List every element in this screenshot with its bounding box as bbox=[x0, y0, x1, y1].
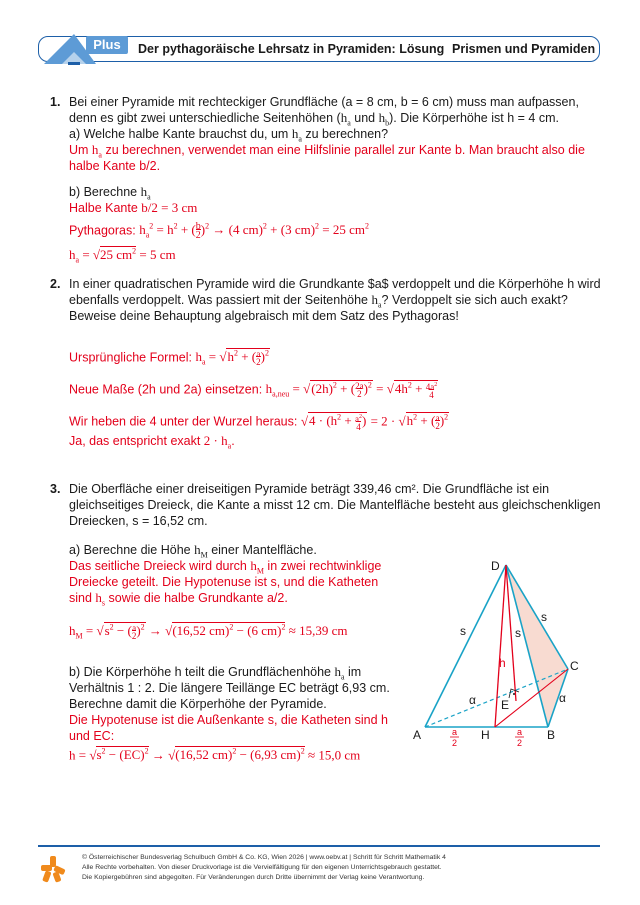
footer-line-2: Alle Rechte vorbehalten. Von dieser Druckvorlage ist die Vervielfältigung für den eigenen Unterrichtsgebrauch gestattet. bbox=[82, 864, 442, 871]
task-3-answer-b-line-2: und EC: bbox=[69, 729, 115, 743]
task-3-answer-a-line-3: sind $h_s$ sowie die halbe Grundkante a/2. bbox=[69, 590, 288, 608]
svg-text:2: 2 bbox=[517, 738, 523, 748]
task-1-question-b: b) Berechne $h_a$ bbox=[69, 184, 151, 202]
task-1-answer-b-line-3: $h_a = √25$ $cm^2 = 5$ cm bbox=[69, 247, 176, 265]
task-1-answer-b-line-2: Pythagoras: $h_a^2 = h^2 + (b$ 2)$^2$ → (4 cm)$^2$ + (3 cm)$^2$ = 25 $cm^2$ bbox=[69, 221, 369, 242]
label-h: h bbox=[499, 656, 506, 670]
task-3-answer-a-line-1: Das seitliche Dreieck wird durch $h_M$ in zwei rechtwinklige bbox=[69, 558, 382, 576]
task-3-line-3: Dreiecken, s = 16,52 cm. bbox=[69, 514, 208, 528]
label-alpha-right: α bbox=[559, 691, 566, 705]
task-1-answer-a-line-1: Um $h_a$ zu berechnen, verwendet man eine Hilfslinie parallel zur Kante b. Man braucht also die bbox=[69, 142, 585, 160]
footer-text bbox=[82, 853, 446, 883]
task-2-line-2: ebenfalls verdoppelt. Was passiert mit der Seitenhöhe $h_a$? Verdoppelt sie sich auch exakt? bbox=[69, 292, 568, 310]
footer-line-1: © Österreichischer Bundesverlag Schulbuch GmbH & Co. KG, Wien 2026 | www.oebv.at | Schritt für Schritt Mathematik 4 bbox=[82, 854, 446, 861]
task-1-question-a: a) Welche halbe Kante brauchst du, um $h_a$ zu berechnen? bbox=[69, 126, 389, 144]
label-D: D bbox=[491, 559, 500, 573]
label-C: C bbox=[570, 659, 579, 673]
task-3-question-b-line-1: b) Die Körperhöhe h teilt die Grundflächenhöhe $h_a$ im bbox=[69, 664, 362, 682]
label-half-left bbox=[450, 727, 459, 748]
label-alpha-left: α bbox=[469, 693, 476, 707]
label-s-left: s bbox=[460, 624, 466, 638]
task-3-question-b-line-2: Verhältnis 1 : 2. Die längere Teillänge EC beträgt 6,93 cm. bbox=[69, 681, 390, 695]
svg-text:a: a bbox=[452, 727, 458, 737]
task-3-number: 3. bbox=[50, 482, 61, 496]
task-3-line-1: Die Oberfläche einer dreiseitigen Pyramide beträgt 339,46 cm². Die Grundfläche ist ein bbox=[69, 482, 550, 496]
task-1-number: 1. bbox=[50, 95, 61, 109]
task-2-answer-1: Ursprüngliche Formel: $h_a = √h^2 + (a$ 2)$^2$ bbox=[69, 349, 269, 368]
pyramid-diagram bbox=[405, 555, 605, 750]
task-1-answer-a-line-2: halbe Kante b/2. bbox=[69, 159, 161, 173]
task-3-answer-a-line-2: Dreiecke geteilt. Die Hypotenuse ist s, und die Katheten bbox=[69, 575, 379, 589]
label-B: B bbox=[547, 728, 556, 742]
task-2-line-1: In einer quadratischen Pyramide wird die Grundkante $a$ verdoppelt und die Körperhöhe h wird bbox=[69, 277, 601, 291]
label-s-middle: s bbox=[515, 626, 521, 640]
task-1-line-2: denn es gibt zwei unterschiedliche Seitenhöhen ($h_a$ und $h_b$). Die Körperhöhe ist h = 4 cm. bbox=[69, 110, 559, 128]
task-2-number: 2. bbox=[50, 277, 61, 291]
task-3-answer-b-line-3: $h = √s^2 - (EC)^2 \to √(16,52$ cm)$^2$ − (6,93 cm)$^2$ ≈ 15,0 cm bbox=[69, 747, 361, 763]
task-3-answer-a-line-4: $h_M = √s^2 - (a$ 2)$^2$ → √(16,52 cm)$^2$ − (6 cm)$^2$ ≈ 15,39 cm bbox=[69, 623, 348, 642]
task-2-answer-2: Neue Maße (2h und 2a) einsetzen: $h_{a,neu} = √(2h)^2 + (2a$ 2 )$^2 = √4h^2 + 4a^2$ 4 bbox=[69, 381, 438, 401]
logo-plus-label: Plus bbox=[86, 36, 128, 54]
label-s-right: s bbox=[541, 610, 547, 624]
task-3-question-b-line-3: Berechne damit die Körperhöhe der Pyramide. bbox=[69, 697, 327, 711]
page-title: Der pythagoräische Lehrsatz in Pyramiden: Lösung bbox=[138, 42, 445, 56]
publisher-logo-icon bbox=[40, 855, 66, 883]
task-2-answer-3: Wir heben die 4 unter der Wurzel heraus: $√4 \cdot (h^2 + a^2$ $4) = 2 \cdot √h^2 + (a$ 2)$^2$ bbox=[69, 413, 449, 433]
label-half-right bbox=[515, 727, 524, 748]
task-3-line-2: gleichseitiges Dreieck, die Kante a misst 12 cm. Die Mantelfläche besteht aus gleichschenkligen bbox=[69, 498, 601, 512]
task-3-question-a: a) Berechne die Höhe $h_M$ einer Mantelfläche. bbox=[69, 542, 317, 560]
footer-divider bbox=[38, 845, 600, 847]
label-A: A bbox=[413, 728, 422, 742]
task-2-line-3: Beweise deine Behauptung algebraisch mit dem Satz des Pythagoras! bbox=[69, 309, 459, 323]
footer-line-3: Die Kopiergebühren sind abgegolten. Für Veränderungen durch Dritte übernimmt der Verlag keine Verantwortung. bbox=[82, 874, 425, 881]
task-1-line-1: Bei einer Pyramide mit rechteckiger Grundfläche (a = 8 cm, b = 6 cm) muss man aufpassen, bbox=[69, 95, 579, 109]
label-E: E bbox=[501, 698, 510, 712]
task-2-answer-4: Ja, das entspricht exakt $2 \cdot h_a$. bbox=[69, 433, 235, 451]
task-3-answer-b-line-1: Die Hypotenuse ist die Außenkante s, die Katheten sind h bbox=[69, 713, 388, 727]
task-1-answer-b-line-1: Halbe Kante b/2 = 3 cm bbox=[69, 200, 198, 215]
category-label: Prismen und Pyramiden bbox=[452, 42, 596, 56]
label-H: H bbox=[481, 728, 490, 742]
svg-text:2: 2 bbox=[452, 738, 458, 748]
svg-text:a: a bbox=[517, 727, 523, 737]
